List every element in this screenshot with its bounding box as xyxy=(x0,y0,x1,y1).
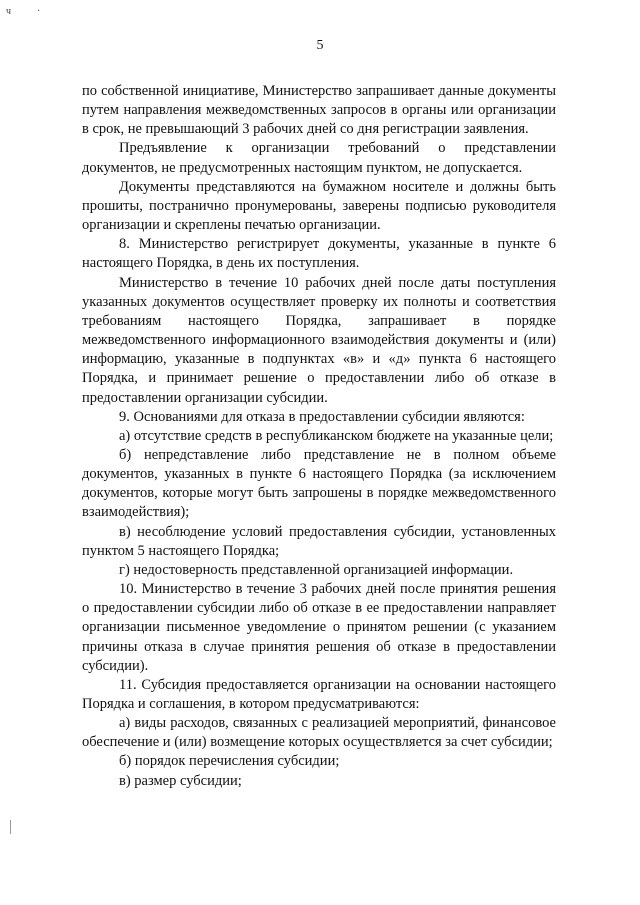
list-item: б) порядок перечисления субсидии; xyxy=(119,753,340,770)
paragraph: 11. Субсидия предоставляется организации на основании настоящего Порядка и соглашения, в котором предусматриваются: xyxy=(82,676,556,712)
list-item: в) размер субсидии; xyxy=(119,772,242,789)
scan-edge-mark xyxy=(10,820,11,834)
paragraph: 10. Министерство в течение 3 рабочих дней после принятия решения о предоставлении субсидии либо об отказе в ее предоставлении направляет организации письменное уведомление о принятом решении (с указанием причины отказа в случае принятия решения об отказе в предоставлении субсидии). xyxy=(82,581,556,674)
list-item: а) отсутствие средств в республиканском бюджете на указанные цели; xyxy=(119,427,554,444)
paragraph: 9. Основаниями для отказа в предоставлении субсидии являются: xyxy=(119,408,525,425)
paragraph: по собственной инициативе, Министерство запрашивает данные документы путем направления межведомственных запросов в органы или организации в срок, не превышающий 3 рабочих дней со дня регистрации заявления. xyxy=(82,83,556,138)
document-body xyxy=(82,82,556,791)
paragraph: Министерство в течение 10 рабочих дней после даты поступления указанных документов осуществляет проверку их полноты и соответствия требованиям настоящего Порядка, запрашивает в порядке межведомственного информационного взаимодействия документы и (или) информацию, указанные в подпунктах «в» и «д» пункта 6 настоящего Порядка, и принимает решение о предоставлении либо об отказе в предоставлении организации субсидии. xyxy=(82,274,556,406)
list-item: в) несоблюдение условий предоставления субсидии, установленных пунктом 5 настоящего Порядка; xyxy=(82,523,556,559)
paragraph: 8. Министерство регистрирует документы, указанные в пункте 6 настоящего Порядка, в день их поступления. xyxy=(82,236,556,272)
paragraph: Предъявление к организации требований о представлении документов, не предусмотренных настоящим пунктом, не допускается. xyxy=(82,140,556,176)
list-item: а) виды расходов, связанных с реализацией мероприятий, финансовое обеспечение и (или) возмещение которых осуществляется за счет субсидии; xyxy=(82,715,556,751)
list-item: г) недостоверность представленной организацией информации. xyxy=(119,561,514,578)
paragraph: Документы представляются на бумажном носителе и должны быть прошиты, постранично пронумерованы, заверены подписью руководителя организации и скреплены печатью организации. xyxy=(82,178,556,234)
page-number: 5 xyxy=(316,38,324,53)
scan-marks: ч · xyxy=(6,6,41,17)
list-item: б) непредставление либо представление не в полном объеме документов, указанных в пункте 6 настоящего Порядка (за исключением документов, которые могут быть запрошены в порядке межведомственного взаимодействия); xyxy=(82,446,556,521)
